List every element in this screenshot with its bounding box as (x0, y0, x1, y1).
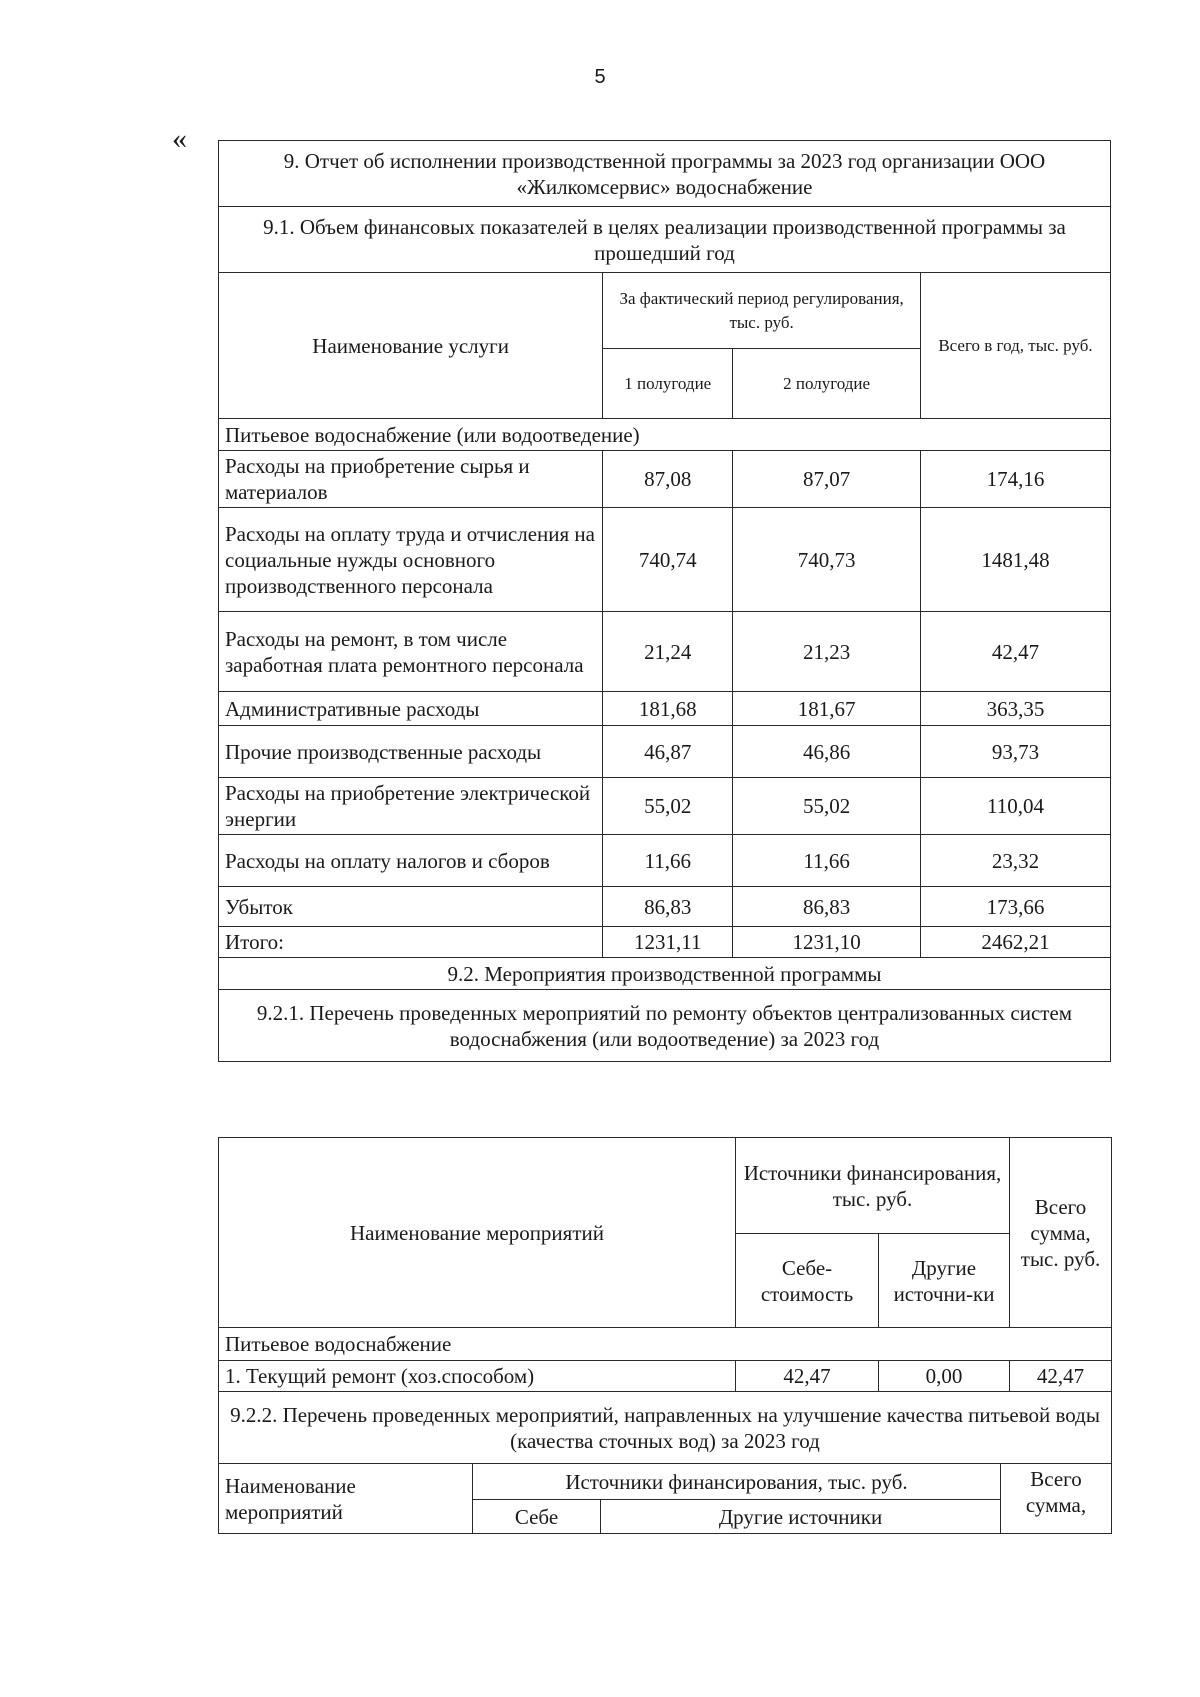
header-half-2: 2 полугодие (733, 349, 921, 419)
opening-quote-mark: « (172, 122, 187, 155)
row-name: Расходы на приобретение электрической энергии (219, 778, 603, 835)
header-funding-sources: Источники финансирования, тыс. руб. (473, 1464, 1001, 1500)
header-cost-price: Себе-стоимость (736, 1234, 879, 1328)
header-event-name: Наименование мероприятий (219, 1138, 736, 1328)
table-row (219, 778, 1111, 835)
row-total: 1481,48 (920, 508, 1110, 612)
row-h2: 21,23 (733, 612, 921, 692)
header-other-sources: Другие источни-ки (879, 1234, 1010, 1328)
header-total-sum: Всего сумма, тыс. руб. (1010, 1138, 1112, 1328)
row-name: 1. Текущий ремонт (хоз.способом) (219, 1361, 736, 1392)
page-number: 5 (594, 66, 606, 88)
row-cost: 42,47 (736, 1361, 879, 1392)
row-h1: 740,74 (603, 508, 733, 612)
table-row (219, 692, 1111, 726)
row-name: Убыток (219, 887, 603, 927)
row-h2: 181,67 (733, 692, 921, 726)
row-total: 363,35 (920, 692, 1110, 726)
table-9-2-1 (218, 1137, 1111, 1392)
row-h1: 181,68 (603, 692, 733, 726)
table-row (219, 612, 1111, 692)
row-total: 174,16 (920, 451, 1110, 508)
row-total: 23,32 (920, 835, 1110, 887)
row-h2: 740,73 (733, 508, 921, 612)
header-actual-period: За фактический период регулирования, тыс. руб. (603, 273, 921, 349)
table-9-1 (218, 140, 1111, 1062)
row-h2: 87,07 (733, 451, 921, 508)
section-9-1-title: 9.1. Объем финансовых показателей в целях реализации производственной программы за прошедший год (219, 207, 1111, 273)
row-name: Расходы на ремонт, в том числе заработная плата ремонтного персонала (219, 612, 603, 692)
row-total: 93,73 (920, 726, 1110, 778)
table-row (219, 835, 1111, 887)
table-row-total (219, 927, 1111, 958)
row-h1: 55,02 (603, 778, 733, 835)
row-h1: 87,08 (603, 451, 733, 508)
row-h1: 21,24 (603, 612, 733, 692)
section-9-title: 9. Отчет об исполнении производственной программы за 2023 год организации ООО «Жилкомсервис» водоснабжение (219, 141, 1111, 207)
table-9-2-2 (218, 1391, 1111, 1534)
row-total: 2462,21 (920, 927, 1110, 958)
row-name: Итого: (219, 927, 603, 958)
table-row (219, 451, 1111, 508)
row-h1: 86,83 (603, 887, 733, 927)
header-service-name: Наименование услуги (219, 273, 603, 419)
header-funding-sources: Источники финансирования, тыс. руб. (736, 1138, 1010, 1234)
row-h2: 1231,10 (733, 927, 921, 958)
header-cost-price: Себе (473, 1500, 601, 1534)
section-9-2-2-title: 9.2.2. Перечень проведенных мероприятий, направленных на улучшение качества питьевой воды (качества сточных вод) за 2023 год (219, 1392, 1112, 1464)
header-total-sum: Всего сумма, (1001, 1464, 1112, 1534)
row-total: 110,04 (920, 778, 1110, 835)
table-row (219, 887, 1111, 927)
row-h2: 46,86 (733, 726, 921, 778)
row-name: Административные расходы (219, 692, 603, 726)
section-9-2-1-title: 9.2.1. Перечень проведенных мероприятий по ремонту объектов централизованных систем водоснабжения (или водоотведение) за 2023 год (219, 990, 1111, 1062)
group-label-water: Питьевое водоснабжение (или водоотведение) (219, 419, 1111, 451)
table-row (219, 508, 1111, 612)
row-h1: 46,87 (603, 726, 733, 778)
row-name: Прочие производственные расходы (219, 726, 603, 778)
row-total: 42,47 (1010, 1361, 1112, 1392)
section-9-2-title: 9.2. Мероприятия производственной программы (219, 958, 1111, 990)
row-total: 42,47 (920, 612, 1110, 692)
header-total-year: Всего в год, тыс. руб. (920, 273, 1110, 419)
row-name: Расходы на оплату труда и отчисления на социальные нужды основного производственного персонала (219, 508, 603, 612)
header-other-sources: Другие источники (601, 1500, 1001, 1534)
row-h1: 1231,11 (603, 927, 733, 958)
row-h2: 86,83 (733, 887, 921, 927)
row-name: Расходы на приобретение сырья и материалов (219, 451, 603, 508)
table-row (219, 726, 1111, 778)
row-h1: 11,66 (603, 835, 733, 887)
header-half-1: 1 полугодие (603, 349, 733, 419)
row-h2: 55,02 (733, 778, 921, 835)
row-total: 173,66 (920, 887, 1110, 927)
row-name: Расходы на оплату налогов и сборов (219, 835, 603, 887)
row-h2: 11,66 (733, 835, 921, 887)
group-label-drinking-water: Питьевое водоснабжение (219, 1328, 1112, 1361)
table-row (219, 1361, 1112, 1392)
header-event-name: Наименование мероприятий (219, 1464, 473, 1534)
row-other: 0,00 (879, 1361, 1010, 1392)
